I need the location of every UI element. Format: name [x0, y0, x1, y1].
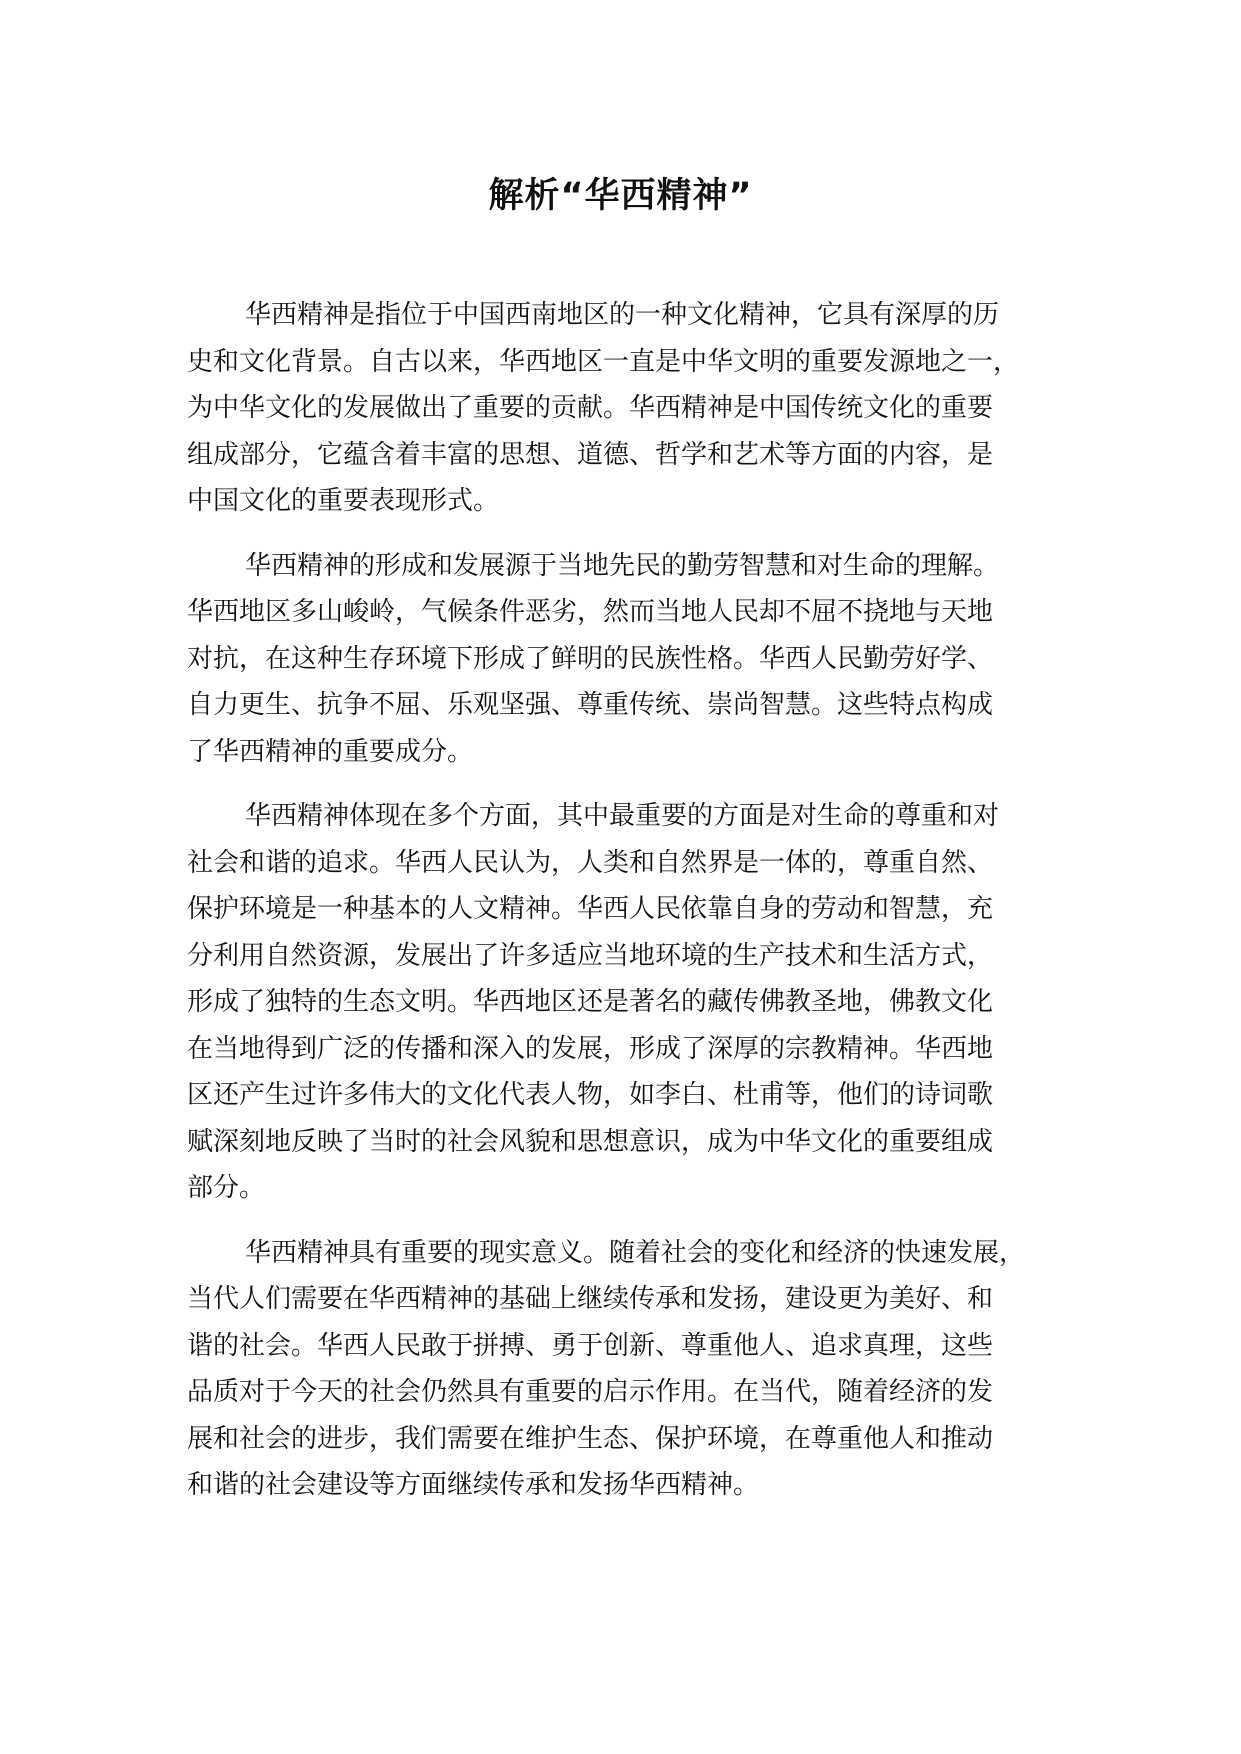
paragraph-1 [187, 292, 1077, 525]
paragraph-4 [187, 1230, 1077, 1509]
paragraph-line: 部分。 [187, 1173, 266, 1203]
paragraph-line: 中国文化的重要表现形式。 [187, 486, 500, 516]
paragraph-line: 社会和谐的追求。华西人民认为，人类和自然界是一体的，尊重自然、 [187, 847, 994, 878]
paragraph-line: 展和社会的进步，我们需要在维护生态、保护环境，在尊重他人和推动 [187, 1423, 994, 1454]
paragraph-line: 和谐的社会建设等方面继续传承和发扬华西精神。 [187, 1470, 760, 1500]
paragraph-line: 保护环境是一种基本的人文精神。华西人民依靠自身的劳动和智慧，充 [187, 894, 994, 924]
paragraph-line: 分利用自然资源，发展出了许多适应当地环境的生产技术和生活方式， [187, 940, 994, 971]
document-title: 解析“华西精神” [488, 176, 753, 216]
paragraph-3 [187, 793, 1077, 1212]
paragraph-line: 史和文化背景。自古以来，华西地区一直是中华文明的重要发源地之一， [187, 346, 1020, 377]
paragraph-line: 谐的社会。华西人民敢于拼搏、勇于创新、尊重他人、追求真理，这些 [187, 1330, 994, 1361]
paragraph-2 [187, 543, 1077, 776]
paragraph-line: 当代人们需要在华西精神的基础上继续传承和发扬，建设更为美好、和 [187, 1284, 994, 1314]
paragraph-line: 了华西精神的重要成分。 [187, 736, 474, 767]
paragraph-line: 品质对于今天的社会仍然具有重要的启示作用。在当代，随着经济的发 [187, 1377, 994, 1407]
paragraph-line: 形成了独特的生态文明。华西地区还是著名的藏传佛教圣地，佛教文化 [187, 987, 994, 1017]
paragraph-line: 华西精神体现在多个方面，其中最重要的方面是对生命的尊重和对 [245, 801, 1000, 831]
document-body [187, 292, 1077, 1527]
paragraph-line: 对抗，在这种生存环境下形成了鲜明的民族性格。华西人民勤劳好学、 [187, 643, 994, 674]
paragraph-line: 赋深刻地反映了当时的社会风貌和思想意识，成为中华文化的重要组成 [187, 1126, 994, 1157]
paragraph-line: 组成部分，它蕴含着丰富的思想、道德、哲学和艺术等方面的内容，是 [187, 439, 994, 470]
paragraph-line: 区还产生过许多伟大的文化代表人物，如李白、杜甫等，他们的诗词歌 [187, 1080, 994, 1110]
paragraph-line: 自力更生、抗争不屈、乐观坚强、尊重传统、崇尚智慧。这些特点构成 [187, 690, 994, 720]
paragraph-line: 华西精神是指位于中国西南地区的一种文化精神，它具有深厚的历 [245, 300, 1000, 330]
paragraph-line: 为中华文化的发展做出了重要的贡献。华西精神是中国传统文化的重要 [187, 393, 994, 423]
paragraph-line: 在当地得到广泛的传播和深入的发展，形成了深厚的宗教精神。华西地 [187, 1033, 994, 1064]
paragraph-line: 华西精神的形成和发展源于当地先民的勤劳智慧和对生命的理解。 [245, 550, 1000, 581]
paragraph-line: 华西地区多山峻岭，气候条件恶劣，然而当地人民却不屈不挠地与天地 [187, 597, 994, 627]
paragraph-line: 华西精神具有重要的现实意义。随着社会的变化和经济的快速发展， [245, 1237, 1026, 1268]
